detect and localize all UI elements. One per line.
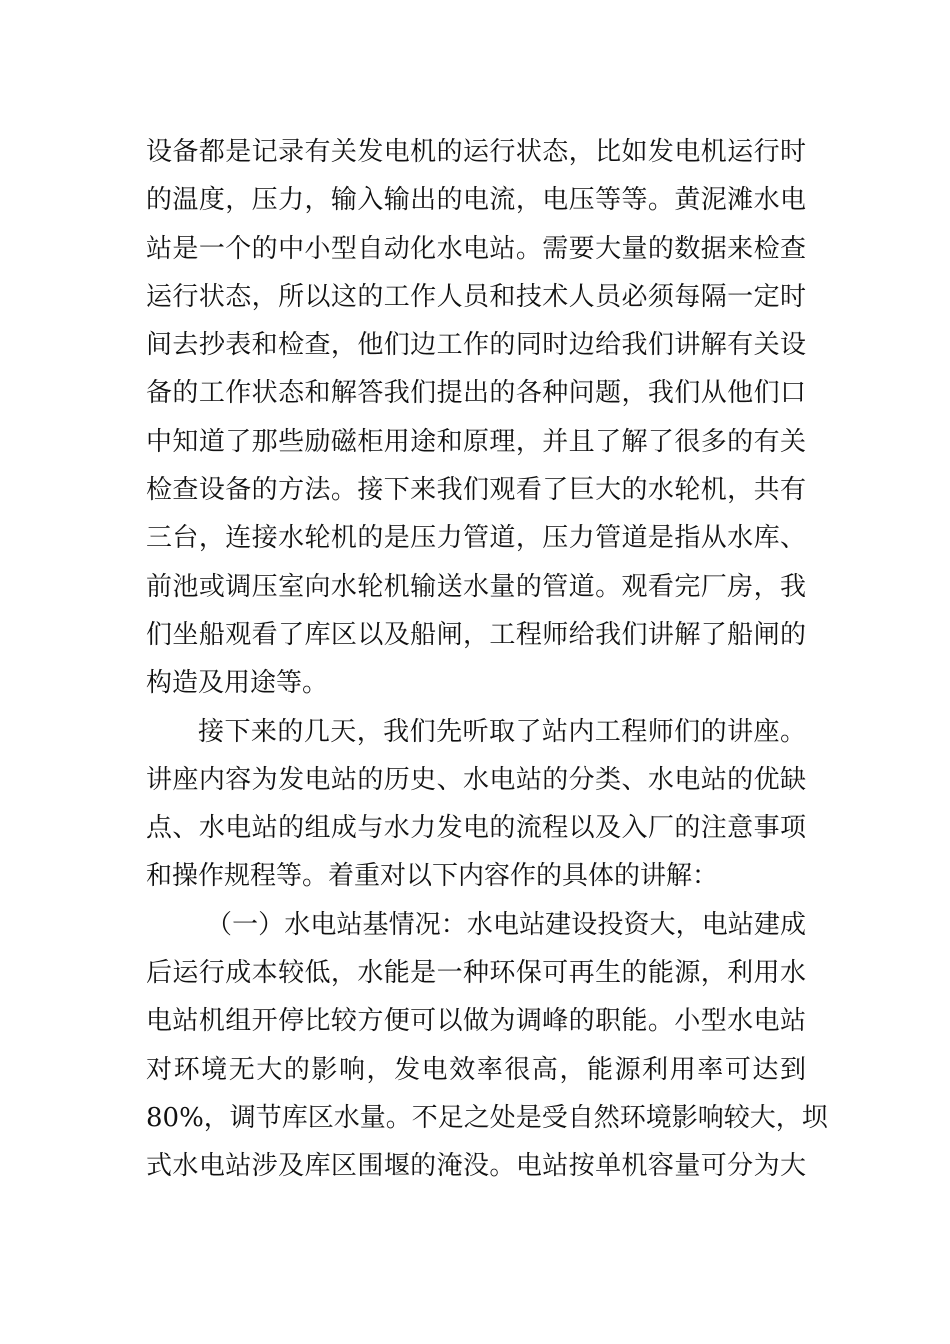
paragraph-2 bbox=[146, 708, 806, 901]
text-line: 三台，连接水轮机的是压力管道，压力管道是指从水库、 bbox=[146, 523, 806, 554]
text-line: 的温度，压力，输入输出的电流，电压等等。黄泥滩水电 bbox=[146, 185, 806, 216]
text-line: 式水电站涉及库区围堰的淹没。电站按单机容量可分为大 bbox=[146, 1151, 806, 1182]
text-line: 站是一个的中小型自动化水电站。需要大量的数据来检查 bbox=[146, 233, 806, 264]
text-line: 后运行成本较低，水能是一种环保可再生的能源，利用水 bbox=[146, 958, 806, 989]
text-line: 检查设备的方法。接下来我们观看了巨大的水轮机，共有 bbox=[146, 475, 806, 506]
text-line: 电站机组开停比较方便可以做为调峰的职能。小型水电站 bbox=[146, 1006, 806, 1037]
paragraph-1 bbox=[146, 128, 806, 708]
text-line: 设备都是记录有关发电机的运行状态，比如发电机运行时 bbox=[146, 137, 806, 167]
text-line: 们坐船观看了库区以及船闸，工程师给我们讲解了船闸的 bbox=[146, 619, 806, 650]
text-line: 构造及用途等。 bbox=[146, 668, 329, 699]
text-line: 间去抄表和检查，他们边工作的同时边给我们讲解有关设 bbox=[146, 330, 806, 361]
paragraph-3 bbox=[146, 901, 828, 1191]
text-line: 80%，调节库区水量。不足之处是受自然环境影响较大，坝 bbox=[146, 1102, 828, 1133]
text-line: 备的工作状态和解答我们提出的各种问题，我们从他们口 bbox=[146, 378, 806, 409]
text-line: 讲座内容为发电站的历史、水电站的分类、水电站的优缺 bbox=[146, 764, 806, 795]
text-line: （一）水电站基情况：水电站建设投资大，电站建成 bbox=[206, 909, 806, 940]
text-line: 接下来的几天，我们先听取了站内工程师们的讲座。 bbox=[198, 716, 806, 747]
text-line: 前池或调压室向水轮机输送水量的管道。观看完厂房，我 bbox=[146, 571, 806, 602]
document-body bbox=[146, 128, 828, 1191]
text-line: 运行状态，所以这的工作人员和技术人员必须每隔一定时 bbox=[146, 281, 806, 312]
text-line: 中知道了那些励磁柜用途和原理，并且了解了很多的有关 bbox=[146, 426, 806, 457]
text-line: 和操作规程等。着重对以下内容作的具体的讲解： bbox=[146, 861, 719, 892]
text-line: 点、水电站的组成与水力发电的流程以及入厂的注意事项 bbox=[146, 813, 806, 844]
text-line: 对环境无大的影响，发电效率很高，能源利用率可达到 bbox=[146, 1054, 806, 1085]
